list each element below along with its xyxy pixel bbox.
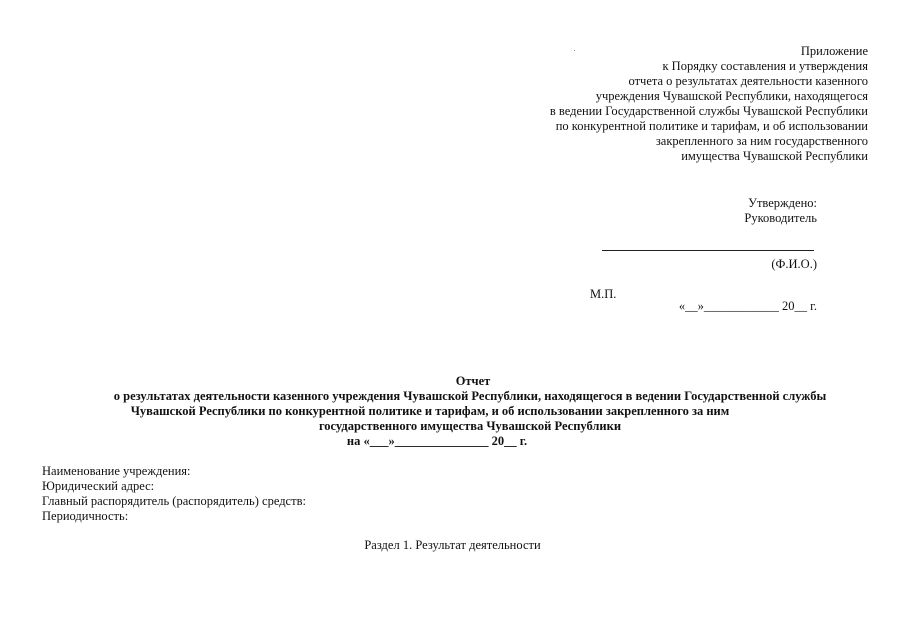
legal-address-label: Юридический адрес: xyxy=(42,479,155,493)
section-title: Раздел 1. Результат деятельности xyxy=(364,538,541,552)
appendix-line: закрепленного за ним государственного xyxy=(655,134,868,148)
title-line-2: Чувашской Республики по конкурентной политике и тарифам, и об использовании закрепленного за ним xyxy=(130,404,730,418)
appendix-line: к Порядку составления и утверждения xyxy=(662,59,868,73)
report-title xyxy=(40,374,900,449)
title-line-3: государственного имущества Чувашской Республики xyxy=(318,419,622,433)
appendix-line: в ведении Государственной службы Чувашской Республики xyxy=(549,104,868,118)
budget-manager-label: Главный распорядитель (распорядитель) средств: xyxy=(42,494,306,508)
institution-name-label: Наименование учреждения: xyxy=(42,464,191,478)
appendix-line: Приложение xyxy=(800,44,868,58)
institution-info xyxy=(42,464,306,524)
appendix-line: по конкурентной политике и тарифам, и об использовании xyxy=(555,119,868,133)
fio-label: (Ф.И.О.) xyxy=(771,257,817,271)
appendix-header xyxy=(448,44,868,164)
approval-date: «__»____________ 20__ г. xyxy=(678,299,817,313)
title-word: Отчет xyxy=(455,374,491,388)
approved-label: Утверждено: xyxy=(748,196,817,210)
signature-line xyxy=(602,250,814,251)
approval-block xyxy=(617,196,817,226)
appendix-line: учреждения Чувашской Республики, находящегося xyxy=(595,89,868,103)
appendix-line: отчета о результатах деятельности казенного xyxy=(628,74,868,88)
title-date: на «___»_______________ 20__ г. xyxy=(346,434,528,448)
appendix-line: имущества Чувашской Республики xyxy=(681,149,868,163)
title-line-1: о результатах деятельности казенного учреждения Чувашской Республики, находящегося в ведении Государственной службы xyxy=(113,389,827,403)
stamp-label: М.П. xyxy=(590,287,617,301)
head-label: Руководитель xyxy=(744,211,817,225)
periodicity-label: Периодичность: xyxy=(42,509,129,523)
